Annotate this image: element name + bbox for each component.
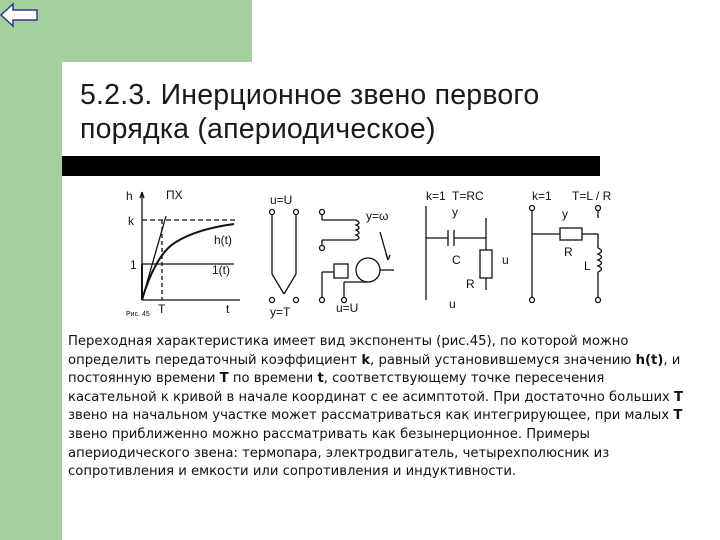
c3-u-right-label: u [502,253,509,267]
body-T3-bold: T [673,408,683,424]
step-label: 1(t) [212,263,230,277]
thermocouple-labels [270,193,292,319]
c4-k-label: k=1 [532,189,552,203]
c3-R-label: R [466,277,475,291]
body-text-4: по времени [228,371,318,387]
body-T2-bold: T [674,389,684,405]
body-text-3: , и постоянную времени [68,352,681,387]
c3-u-bottom-label: u [449,297,456,311]
motor-diagram [320,210,395,303]
thermocouple-diagram [270,210,299,303]
body-paragraph [68,333,690,482]
rc-circuit-labels [426,189,509,311]
k-label: k [128,214,134,228]
back-arrow-icon[interactable] [0,0,40,30]
c3-y-label: y [452,205,458,219]
c1-top-label: u=U [270,193,293,207]
title-divider-bar [62,156,600,176]
T-label: T [158,302,166,316]
body-text-6: звено на начальном участке может рассматриваться как интегрирующее, при малых [68,408,674,424]
body-k-bold: k [361,352,371,368]
body-t-bold: t [317,371,324,387]
c4-y-label: y [562,207,568,221]
c3-k-label: k=1 [426,189,446,203]
curve-label: h(t) [214,233,232,247]
c4-R-label: R [564,245,573,259]
c3-T-label: T=RC [452,189,484,203]
t-axis-label: t [226,302,230,316]
h-axis-label: h [126,189,133,203]
body-text-5: , соответствующему точке пересечения касательной к кривой в начале координат с ее асимптотой. При достаточно больших [68,371,675,405]
c4-T-label: T=L / R [572,189,612,203]
figure-caption: Рис. 45 [126,311,150,318]
motor-labels [336,209,388,315]
body-T1-bold: T [219,371,229,387]
figure-rис-45 [114,182,644,320]
body-text-7: звено приближенно можно рассматривать как безынерционное. Примеры апериодического звена: термопара, электродвигатель, четырехполюсник из сопротивления и емкости или сопротивления и индуктивности. [68,426,610,480]
pi-label: ПХ [166,188,183,202]
c4-L-label: L [584,259,591,273]
slide-title: 5.2.3. Инерционное звено первого порядка (апериодическое) [80,79,540,145]
body-text-2: , равный установившемуся значению [370,352,636,368]
body-text-1: Переходная характеристика имеет вид экспоненты (рис.45), по которой можно определить передаточный коэффициент [68,334,629,368]
c1-bottom-label: y=T [270,305,291,319]
c2-y-label: y=ω [366,209,389,223]
body-ht-bold: h(t) [635,352,664,368]
c3-C-label: C [452,253,461,267]
one-label: 1 [130,258,137,272]
c2-u-label: u=U [336,301,359,315]
